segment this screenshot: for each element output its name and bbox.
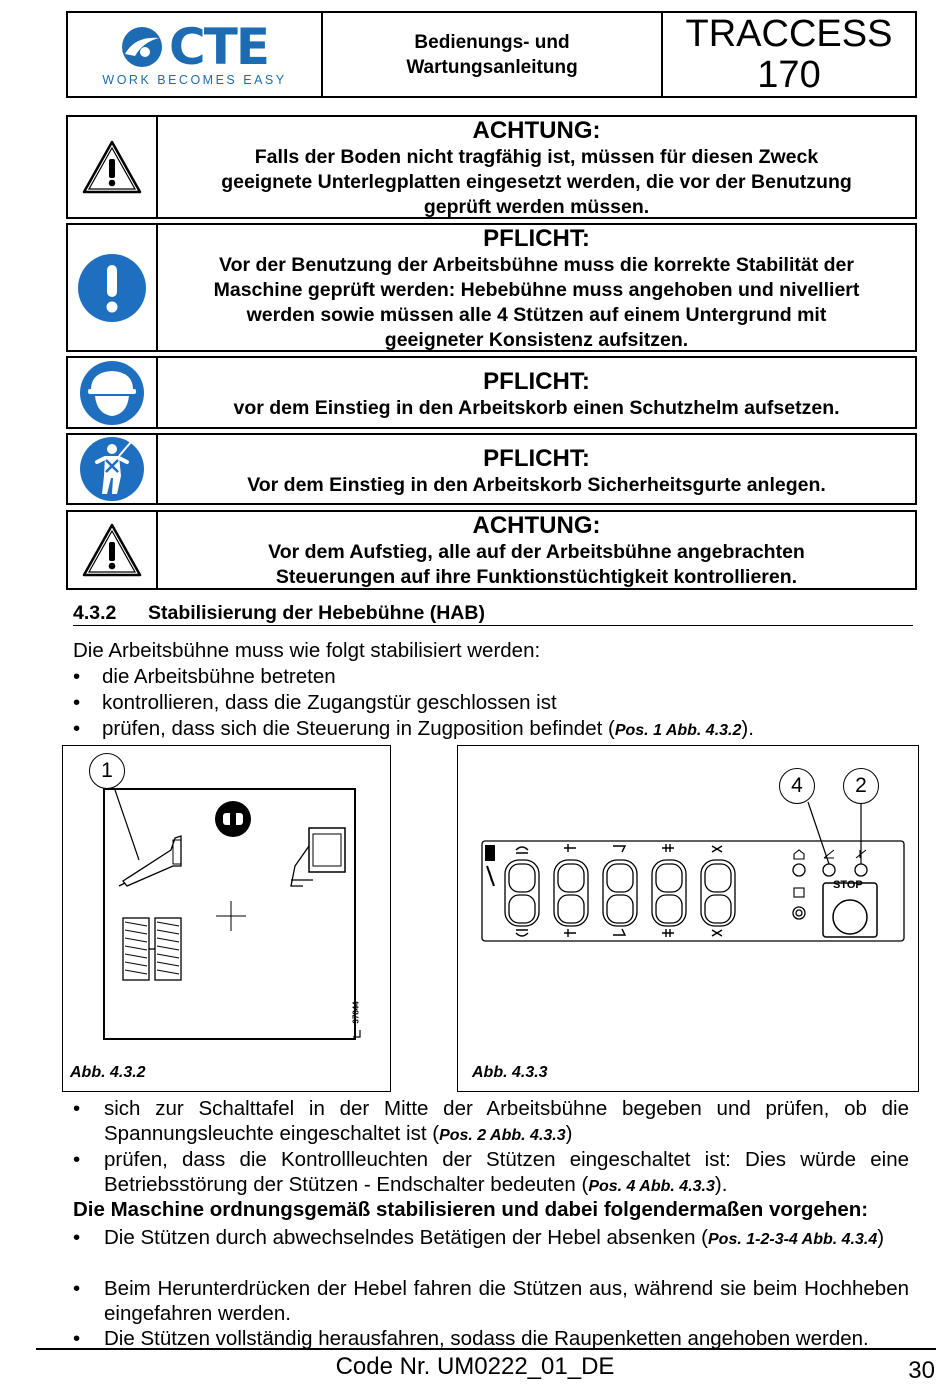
bullet-icon: • bbox=[73, 1327, 81, 1350]
notice-title: PFLICHT: bbox=[483, 368, 590, 395]
notice-line: geprüft werden müssen. bbox=[423, 196, 650, 218]
bullet-text: Beim Herunterdrücken der Hebel fahren die Stützen aus, während sie beim Hochheben eingefahren werden. bbox=[104, 1277, 909, 1325]
notice-title: PFLICHT: bbox=[483, 225, 590, 252]
logo-wordmark: CTE bbox=[169, 17, 268, 76]
model-cell bbox=[663, 13, 915, 96]
bullet-text-main: sich zur Schalttafel in der Mitte der Arbeitsbühne begeben und prüfen, ob die Spannungsleuchte eingeschaltet ist ( bbox=[104, 1097, 909, 1145]
notice-title: PFLICHT: bbox=[483, 445, 590, 472]
callout-4: 4 bbox=[779, 768, 815, 804]
notice-line: Steuerungen auf ihre Funktionstüchtigkeit kontrollieren. bbox=[275, 566, 798, 588]
bullet-text: kontrollieren, dass die Zugangstür geschlossen ist bbox=[102, 691, 557, 714]
figure-reference: Pos. 4 Abb. 4.3.3 bbox=[588, 1178, 715, 1195]
bullet-text-end: ) bbox=[877, 1226, 885, 1249]
bullet-text-main: Die Stützen durch abwechselndes Betätigen der Hebel absenken ( bbox=[104, 1226, 708, 1249]
notice-warning-controls bbox=[66, 510, 917, 590]
bullet-text bbox=[102, 716, 909, 743]
bullet-icon: • bbox=[73, 1277, 81, 1300]
bold-instruction: Die Maschine ordnungsgemäß stabilisieren und dabei folgendermaßen vorgehen: bbox=[73, 1198, 869, 1221]
bullet-text-end: ). bbox=[741, 717, 754, 740]
bullet-text-end: ) bbox=[565, 1122, 573, 1145]
bullet-icon: • bbox=[73, 1097, 81, 1120]
page-number: 30 bbox=[908, 1357, 935, 1384]
notice-text bbox=[158, 512, 915, 588]
section-heading bbox=[73, 601, 913, 626]
notice-icon-cell bbox=[68, 435, 158, 503]
figure-reference: Pos. 1 Abb. 4.3.2 bbox=[614, 722, 742, 739]
notice-icon-cell bbox=[68, 117, 158, 217]
notice-text bbox=[158, 358, 915, 427]
helmet-icon bbox=[79, 360, 145, 426]
bullet-text-main: prüfen, dass die Kontrollleuchten der Stützen eingeschaltet ist: Dies würde eine Betriebsstörung der Stützen - Endschalter bedeuten ( bbox=[104, 1148, 909, 1196]
document-header bbox=[66, 11, 917, 98]
list-item bbox=[73, 690, 909, 715]
list-item bbox=[73, 1276, 909, 1326]
footer-code: Code Nr. UM0222_01_DE bbox=[335, 1353, 615, 1380]
notice-text bbox=[158, 117, 915, 217]
bullet-icon: • bbox=[73, 1148, 81, 1171]
doc-type-line1: Bedienungs- und bbox=[414, 31, 570, 53]
notice-icon-cell bbox=[68, 358, 158, 427]
notice-line: werden sowie müssen alle 4 Stützen auf einem Untergrund mit bbox=[246, 304, 827, 326]
footer-divider bbox=[36, 1348, 936, 1350]
callout-2: 2 bbox=[843, 768, 879, 804]
bullet-text-end: ). bbox=[714, 1173, 728, 1196]
bullet-text bbox=[104, 1096, 909, 1148]
mandatory-exclamation-icon bbox=[77, 253, 147, 323]
cte-logo bbox=[121, 17, 268, 76]
bullet-text: die Arbeitsbühne betreten bbox=[102, 665, 336, 688]
doc-type-cell bbox=[323, 13, 663, 96]
notice-icon-cell bbox=[68, 512, 158, 588]
notice-line: Vor dem Einstieg in den Arbeitskorb Sicherheitsgurte anlegen. bbox=[247, 474, 826, 496]
figure-reference: Pos. 2 Abb. 4.3.3 bbox=[439, 1127, 566, 1144]
bullet-text: Die Stützen vollständig herausfahren, sodass die Raupenketten angehoben werden. bbox=[104, 1327, 869, 1350]
intro-text: Die Arbeitsbühne muss wie folgt stabilisiert werden: bbox=[73, 639, 541, 662]
logo-cell bbox=[68, 13, 323, 96]
notice-line: Vor der Benutzung der Arbeitsbühne muss die korrekte Stabilität der bbox=[219, 254, 854, 276]
list-item bbox=[73, 664, 909, 689]
cte-logo-icon bbox=[121, 26, 163, 68]
doc-type-line2: Wartungsanleitung bbox=[406, 56, 578, 78]
list-item bbox=[73, 716, 909, 743]
notice-title: ACHTUNG: bbox=[472, 117, 601, 144]
notice-text bbox=[158, 435, 915, 503]
notice-mandatory-stability bbox=[66, 223, 917, 352]
notice-line: Maschine geprüft werden: Hebebühne muss angehoben und nivelliert bbox=[213, 279, 860, 301]
figure-4-3-3 bbox=[457, 745, 919, 1092]
bullet-icon: • bbox=[73, 691, 81, 714]
logo-tagline: WORK BECOMES EASY bbox=[102, 72, 287, 87]
notice-line: geeigneter Konsistenz aufsitzen. bbox=[384, 329, 689, 351]
figure-4-3-2 bbox=[62, 745, 391, 1092]
list-item bbox=[73, 1225, 909, 1252]
notice-mandatory-harness bbox=[66, 433, 917, 505]
notice-warning-ground bbox=[66, 115, 917, 219]
model-name: TRACCESS bbox=[685, 12, 893, 55]
safety-harness-icon bbox=[79, 436, 145, 502]
callout-1: 1 bbox=[89, 753, 125, 789]
bullet-icon: • bbox=[73, 665, 81, 688]
notice-line: Falls der Boden nicht tragfähig ist, müssen für diesen Zweck bbox=[254, 146, 819, 168]
warning-triangle-icon bbox=[81, 139, 143, 195]
machine-top-view-drawing bbox=[63, 746, 389, 1090]
figure-caption: Abb. 4.3.3 bbox=[472, 1064, 548, 1081]
figure-caption: Abb. 4.3.2 bbox=[70, 1064, 146, 1081]
section-number: 4.3.2 bbox=[73, 602, 117, 624]
notice-text bbox=[158, 225, 915, 350]
stop-label: STOP bbox=[833, 879, 863, 891]
list-item bbox=[73, 1147, 909, 1199]
bullet-icon: • bbox=[73, 717, 81, 740]
drawing-code: 37844 bbox=[351, 1001, 361, 1024]
bullet-text-main: prüfen, dass sich die Steuerung in Zugposition befindet ( bbox=[102, 717, 615, 740]
warning-triangle-icon bbox=[81, 522, 143, 578]
figure-reference: Pos. 1-2-3-4 Abb. 4.3.4 bbox=[708, 1231, 878, 1248]
section-title: Stabilisierung der Hebebühne (HAB) bbox=[148, 602, 485, 624]
bullet-text bbox=[104, 1147, 909, 1199]
bullet-icon: • bbox=[73, 1226, 81, 1249]
list-item bbox=[73, 1096, 909, 1148]
model-number: 170 bbox=[757, 53, 821, 96]
bullet-text bbox=[104, 1225, 909, 1252]
notice-line: Vor dem Aufstieg, alle auf der Arbeitsbühne angebrachten bbox=[268, 541, 805, 563]
notice-line: vor dem Einstieg in den Arbeitskorb einen Schutzhelm aufsetzen. bbox=[233, 397, 840, 419]
notice-title: ACHTUNG: bbox=[472, 512, 601, 539]
notice-mandatory-helmet bbox=[66, 356, 917, 429]
notice-line: geeignete Unterlegplatten eingesetzt werden, die vor der Benutzung bbox=[221, 171, 852, 193]
notice-icon-cell bbox=[68, 225, 158, 350]
